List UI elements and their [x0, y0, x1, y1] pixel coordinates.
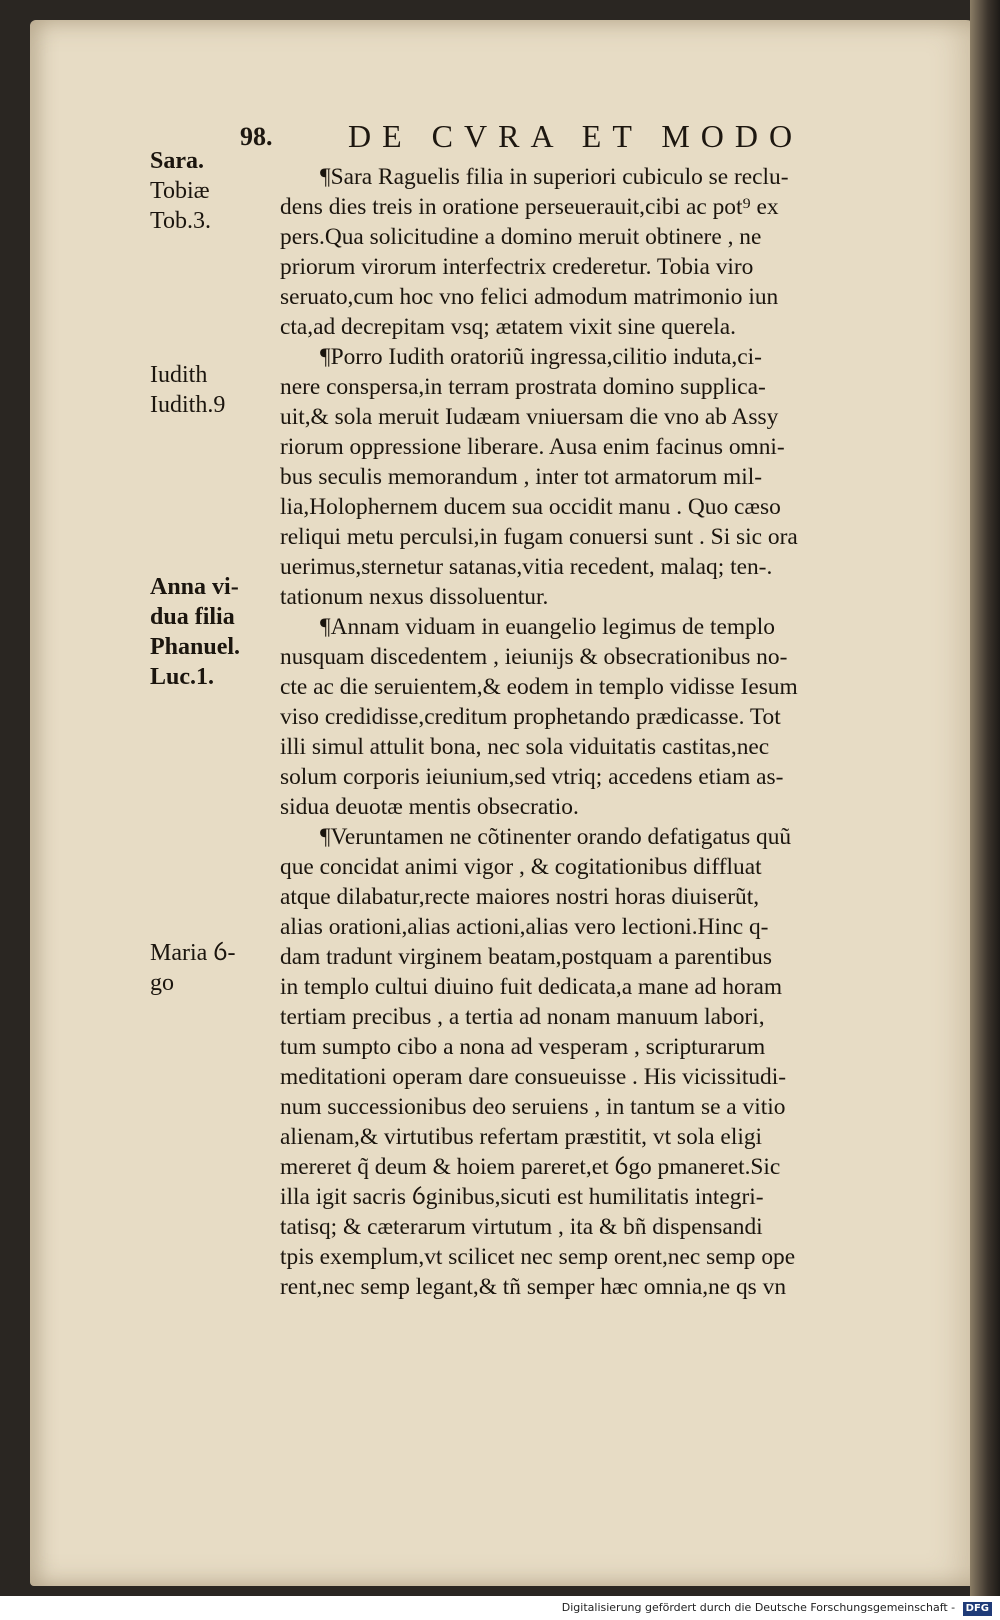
margin-note-line: Anna vi-: [150, 574, 239, 600]
text-line: alienam,& virtutibus refertam præstitit, vt sola eligi: [280, 1124, 763, 1150]
text-line: alias orationi,alias actioni,alias vero lectioni.Hinc q-: [280, 914, 769, 940]
margin-note-line: Sara.: [150, 148, 204, 174]
margin-note-line: Tobiæ: [150, 178, 210, 204]
text-line: ¶Sara Raguelis filia in superiori cubiculo se reclu-: [320, 164, 789, 190]
text-line: nusquam discedentem , ieiunijs & obsecrationibus no-: [280, 644, 788, 670]
text-line: riorum oppressione liberare. Ausa enim facinus omni-: [280, 434, 785, 460]
margin-note-maria: [150, 938, 275, 998]
margin-note-line: dua filia: [150, 604, 235, 630]
text-line: lia,Holophernem ducem sua occidit manu . Quo cæso: [280, 494, 781, 520]
text-line: illa igit sacris ỽginibus,sicuti est humilitatis integri-: [280, 1184, 764, 1210]
text-line: sidua deuotæ mentis obsecratio.: [280, 794, 579, 820]
margin-note-anna: [150, 572, 275, 692]
margin-note-line: Iudith.9: [150, 392, 226, 418]
text-line: viso credidisse,creditum prophetando prædicasse. Tot: [280, 704, 781, 730]
running-head: DE CVRA ET MODO: [348, 118, 804, 154]
margin-note-line: Luc.1.: [150, 664, 215, 690]
text-line: in templo cultui diuino fuit dedicata,a mane ad horam: [280, 974, 783, 1000]
page-number: 98.: [240, 122, 273, 151]
text-line: reliqui metu perculsi,in fugam conuersi sunt . Si sic ora: [280, 524, 798, 550]
text-line: bus seculis memorandum , inter tot armatorum mil-: [280, 464, 763, 490]
text-line: ¶Porro Iudith oratoriũ ingressa,cilitio induta,ci-: [320, 344, 762, 370]
text-line: nere conspersa,in terram prostrata domino supplica-: [280, 374, 766, 400]
text-line: ¶Annam viduam in euangelio legimus de templo: [320, 614, 775, 640]
margin-note-line: Tob.3.: [150, 208, 211, 234]
text-line: que concidat animi vigor , & cogitationibus diffluat: [280, 854, 762, 880]
margin-note-iudith: [150, 360, 275, 420]
text-line: priorum virorum interfectrix crederetur. Tobia viro: [280, 254, 754, 280]
text-line: atque dilabatur,recte maiores nostri horas diuiserũt,: [280, 884, 760, 910]
text-line: cta,ad decrepitam vsq; ætatem vixit sine querela.: [280, 314, 736, 340]
body-text: [280, 162, 940, 1302]
margin-note-line: go: [150, 970, 174, 996]
text-line: meditationi operam dare consueuisse . His vicissitudi-: [280, 1064, 787, 1090]
text-line: uit,& sola meruit Iudæam vniuersam die vno ab Assy: [280, 404, 779, 430]
page-header: [240, 118, 880, 162]
text-line: pers.Qua solicitudine a domino meruit obtinere , ne: [280, 224, 762, 250]
text-line: num successionibus deo seruiens , in tantum se a vitio: [280, 1094, 786, 1120]
text-line: tationum nexus dissoluentur.: [280, 584, 549, 610]
text-line: cte ac die seruientem,& eodem in templo vidisse Iesum: [280, 674, 798, 700]
text-line: illi simul attulit bona, nec sola viduitatis castitas,nec: [280, 734, 770, 760]
text-line: mereret q̃ deum & hoiem pareret,et ỽgo pmaneret.Sic: [280, 1154, 781, 1180]
dfg-logo: DFG: [963, 1602, 992, 1616]
footer-credit: Digitalisierung gefördert durch die Deutsche Forschungsgemeinschaft -: [561, 1601, 956, 1614]
text-line: tum sumpto cibo a nona ad vesperam , scripturarum: [280, 1034, 766, 1060]
text-line: seruato,cum hoc vno felici admodum matrimonio iun: [280, 284, 779, 310]
margin-note-sara: [150, 146, 275, 236]
text-line: rent,nec semp legant,& tñ semper hæc omnia,ne qs vn: [280, 1274, 787, 1300]
digitization-footer: [0, 1598, 992, 1618]
text-line: tpis exemplum,vt scilicet nec semp orent,nec semp ope: [280, 1244, 796, 1270]
text-line: dam tradunt virginem beatam,postquam a parentibus: [280, 944, 772, 970]
text-line: solum corporis ieiunium,sed vtriq; accedens etiam as-: [280, 764, 784, 790]
text-line: ¶Veruntamen ne cõtinenter orando defatigatus quũ: [320, 824, 792, 850]
text-line: dens dies treis in oratione perseuerauit,cibi ac pot⁹ ex: [280, 194, 779, 220]
text-line: tatisq; & cæterarum virtutum , ita & bñ dispensandi: [280, 1214, 763, 1240]
book-spine: [970, 0, 1000, 1596]
text-line: tertiam precibus , a tertia ad nonam manuum labori,: [280, 1004, 765, 1030]
text-line: uerimus,sternetur satanas,vitia recedent, malaq; ten-.: [280, 554, 773, 580]
margin-note-line: Iudith: [150, 362, 208, 388]
margin-note-line: Maria ỽ-: [150, 940, 236, 966]
margin-note-line: Phanuel.: [150, 634, 241, 660]
